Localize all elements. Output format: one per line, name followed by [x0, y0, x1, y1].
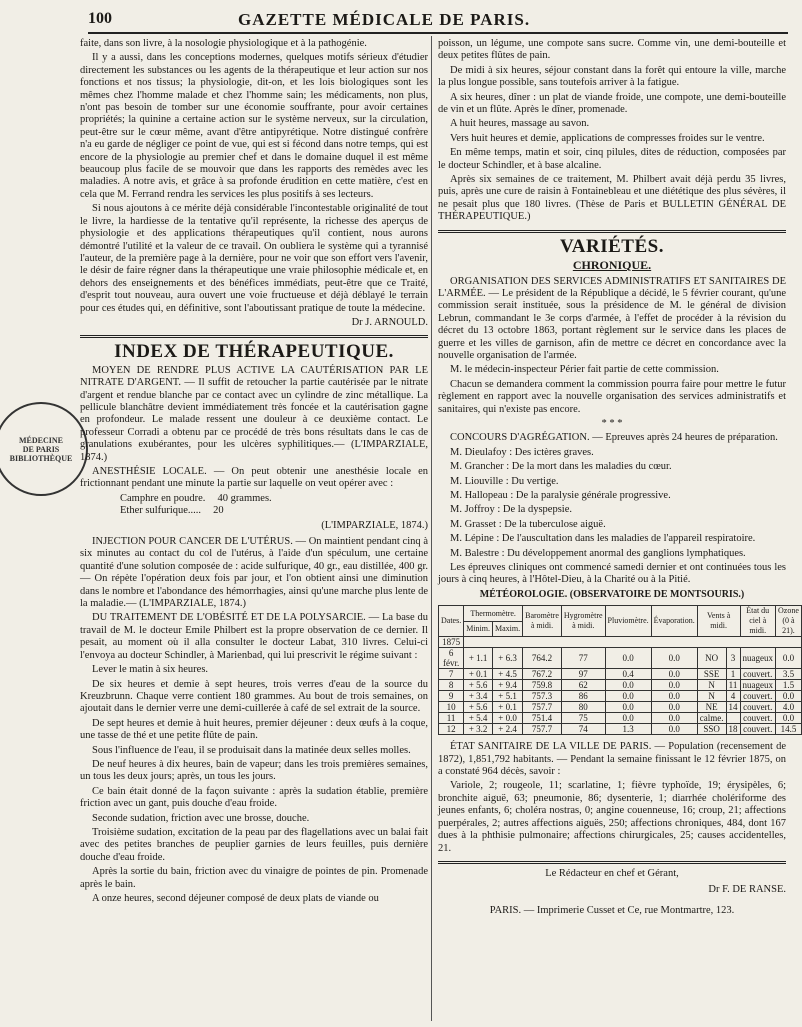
regime-step: De sept heures et demie à huit heures, premier déjeuner : deux œufs à la coque, une tasse de thé et une petite flûte de pain. [80, 717, 428, 742]
paragraph: En même temps, matin et soir, cinq pilules, dites de réduction, composées par le docteur Schindler, et à base alcaline. [438, 147, 786, 171]
table-cell: 75 [561, 713, 605, 724]
table-cell: + 5.4 [464, 713, 493, 724]
table-cell: 4.0 [776, 702, 802, 713]
paragraph: A huit heures, massage au savon. [450, 118, 590, 130]
paragraph: poisson, un légume, une compote sans sucre. Comme vin, une demi-bouteille et deux petites flûtes de pain. [438, 38, 786, 62]
col-header: Minim. [464, 621, 493, 637]
table-cell: 11 [439, 713, 464, 724]
table-cell: 0.0 [605, 680, 651, 691]
table-cell: SSO [697, 724, 726, 735]
col-header: Thermomètre. [464, 606, 523, 622]
paragraph: Si nous ajoutons à ce mérite déjà considérable l'incontestable originalité de tout le livre, la hardiesse de la tentative qu'il représente, la richesse des aperçus de physiologie et des applications thérapeutiques qu'il contient, nous aurons démontré l'utilité et la valeur de ce travail. On oubliera le système qui a tyrannisé l'auteur, de la première page à la dernière, pour ne voir que son effort vers l'avenir, le désir de faire régner dans la thérapeutique une vraie philosophie médicale et, en dehors des enseignements et des bénéfices immédiats, peut-être que ce Traité, d'esprit tout nouveau, aura ouvert une voie fructueuse et déjà déblayé le terrain pour ces études qui, en définitive, sont l'aboutissant pratique de toute la médecine. [80, 203, 428, 314]
candidate-item: M. Dieulafoy : Des ictères graves. [450, 446, 594, 458]
table-row [439, 691, 802, 702]
table-cell: 62 [561, 680, 605, 691]
table-cell: + 5.6 [464, 702, 493, 713]
table-cell: 0.0 [776, 648, 802, 669]
regime-step: Ce bain était donné de la façon suivante : après la sudation établie, première friction avec un gant, puis douche d'eau froide. [80, 785, 428, 810]
library-stamp: MÉDECINE DE PARIS BIBLIOTHÈQUE [0, 402, 88, 496]
table-cell: N [697, 691, 726, 702]
formula-ingredient: Camphre en poudre. [120, 492, 206, 504]
table-cell: 751.4 [523, 713, 562, 724]
table-cell: 10 [439, 702, 464, 713]
col-header: État du ciel à midi. [740, 606, 776, 637]
index-title: INDEX DE THÉRAPEUTIQUE. [114, 341, 394, 363]
table-cell: calme. [697, 713, 726, 724]
paragraph: A six heures, dîner : un plat de viande froide, une compote, une demi-bouteille de vin et un flûte. Après le dîner, promenade. [438, 91, 786, 116]
table-cell: + 0.1 [493, 702, 523, 713]
col-header: Baromètre à midi. [523, 606, 562, 637]
section-rule [438, 230, 786, 233]
col-header: Pluviomètre. [605, 606, 651, 637]
formula-quantity: 40 grammes. [217, 492, 272, 504]
table-row [439, 724, 802, 735]
article-injection: INJECTION POUR CANCER DE L'UTÉRUS. — On maintient pendant cinq à six minutes au contact du col de l'utérus, à l'aide d'un spéculum, une certaine quantité d'une solution composée de : acide sulfurique, 40 gr., eau distillée, 400 gr. — On répète l'opération deux fois par jour, et l'on obtient ainsi une diminution dans le nombre et l'abondance des hémorrhagies, ainsi qu'une marche plus lente de la maladie.— (L'IMPARZIALE, 1874.) [80, 536, 428, 610]
table-cell: NE [697, 702, 726, 713]
table-cell: 0.0 [605, 713, 651, 724]
table-cell: + 4.5 [493, 669, 523, 680]
chronique-title: CHRONIQUE. [572, 258, 652, 273]
table-cell: 1 [726, 669, 740, 680]
col-header: Vents à midi. [697, 606, 740, 637]
table-cell: 0.0 [651, 713, 697, 724]
section-rule [438, 861, 786, 864]
table-cell: 12 [439, 724, 464, 735]
article-organisation: ORGANISATION DES SERVICES ADMINISTRATIFS ET SANITAIRES DE L'ARMÉE. — Le président de la République a décidé, le 5 février courant, qu'une commission serait instituée, sous la présidence de M. le général de division Lebrun, commandant le 3e corps d'armée, à l'effet de procéder à la révision du décret du 13 octobre 1863, portant règlement sur le service dans les places de guerre et les villes de garnison, afin de mettre ce décret en concordance avec la nouvelle organisation de l'armée. [438, 275, 786, 361]
table-cell: 11 [726, 680, 740, 691]
table-cell: 0.0 [605, 648, 651, 669]
col-header: Dates. [439, 606, 464, 637]
table-cell: 0.0 [605, 691, 651, 702]
column-divider [431, 36, 432, 1021]
table-cell: nuageux [740, 680, 776, 691]
left-column [80, 38, 428, 1018]
paragraph: Après six semaines de ce traitement, M. Philbert avait déjà perdu 35 livres, puis, après une cure de raisin à Fontainebleau et une diététique des plus sévères, il ne pesait plus que 180 livres. (Thèse de Paris et BULLETIN GÉNÉRAL DE THÉRAPEUTIQUE.) [438, 174, 786, 223]
article-cauterisation: MOYEN DE RENDRE PLUS ACTIVE LA CAUTÉRISATION PAR LE NITRATE D'ARGENT. — Il suffit de retoucher la partie cautérisée par le nitrate d'argent et rendue blanche par ce contact avec un cylindre de zinc métallique. La pellicule blanchâtre devient immédiatement très foncée et la cautérisation gagne en profondeur. Le malade ressent une douleur à ce deuxième contact. Le professeur Corradi a obtenu par ce procédé de très bons résultats dans le cas de granulations exubérantes, pour les ulcères syphilitiques.— (L'IMPARZIALE, 1874.) [80, 364, 428, 463]
varietes-title: VARIÉTÉS. [560, 235, 664, 257]
table-cell: 0.4 [605, 669, 651, 680]
table-cell: 1.5 [776, 680, 802, 691]
paragraph: Il y a aussi, dans les conceptions modernes, quelques motifs sérieux d'étudier directement les substances ou les agents de la thérapeutique et leur action sur nos fonctions et nos tissus; la physiologie, dit-on, et les lois biologiques sont les mêmes chez l'homme malade et chez l'homme sain; les médicaments, non plus, n'ont pas besoin de tomber sur une économie souffrante, pour avoir certaines propriétés; la quinine a certaine action sur le système nerveux, sur la circulation, peut-être sur le cœur même, avant d'être antipyrétique. Notre distingué confrère n'a eu garde de négliger ce point de vue, qui est si fécond dans notre temps, qui est encore de la physiologie au premier chef et dans le domaine duquel il est même beaucoup plus facile de se mouvoir que dans les rapports des remèdes avec les maladies. A notre avis, et grâce à sa profonde érudition en cette matière, c'est en cela que M. Ferrand rendra les services les plus positifs à ses lecteurs. [80, 52, 428, 200]
regime-step: Troisième sudation, excitation de la peau par des flagellations avec un balai fait avec des petites branches de peuplier garnies de leurs feuilles, puis dernière douche d'eau froide. [80, 826, 428, 863]
table-cell: 86 [561, 691, 605, 702]
table-cell: + 5.1 [493, 691, 523, 702]
table-cell: couvert. [740, 713, 776, 724]
table-cell: 4 [726, 691, 740, 702]
table-cell: 3 [726, 648, 740, 669]
formula-ingredient: Ether sulfurique..... [120, 505, 202, 517]
author-signature: Dr J. ARNOULD. [351, 316, 428, 328]
table-cell [726, 713, 740, 724]
table-cell: 3.5 [776, 669, 802, 680]
table-cell: nuageux [740, 648, 776, 669]
table-cell: 0.0 [651, 669, 697, 680]
table-cell: 97 [561, 669, 605, 680]
section-stars: * * * [601, 417, 623, 429]
imprint: PARIS. — Imprimerie Cusset et Ce, rue Montmartre, 123. [489, 904, 735, 916]
regime-step: Seconde sudation, friction avec une brosse, douche. [92, 812, 310, 824]
table-cell: N [697, 680, 726, 691]
regime-step: Sous l'influence de l'eau, il se produisait dans la matinée deux selles molles. [92, 744, 411, 756]
table-cell: 77 [561, 648, 605, 669]
paragraph: Vers huit heures et demie, applications de compresses froides sur le ventre. [450, 132, 765, 144]
table-cell: 80 [561, 702, 605, 713]
table-cell: 6 févr. [439, 648, 464, 669]
table-row [439, 680, 802, 691]
table-cell: couvert. [740, 669, 776, 680]
paragraph: Les épreuves cliniques ont commencé samedi dernier et ont continuées tous les jours à cinq heures, à l'Hôtel-Dieu, à la Charité ou à la Pitié. [438, 562, 786, 586]
table-cell: 757.7 [523, 724, 562, 735]
redacteur-line: Le Rédacteur en chef et Gérant, [545, 867, 679, 879]
article-obesite: DU TRAITEMENT DE L'OBÉSITÉ ET DE LA POLYSARCIE. — La base du travail de M. le docteur Emile Philbert est la propre observation de ce dernier. Il pesait, au moment où il alla consulter le docteur Labat, 310 livres. Celui-ci l'envoya au docteur Schindler, à Marienbad, qui lui prescrivit le régime suivant : [80, 612, 428, 661]
regime-step: A onze heures, second déjeuner composé de deux plats de viande ou [92, 893, 379, 904]
table-cell: 0.0 [651, 680, 697, 691]
col-header: Maxim. [493, 621, 523, 637]
candidate-item: M. Liouville : Du vertige. [450, 475, 559, 487]
paragraph: Chacun se demandera comment la commission pourra faire pour mettre le futur règlement en rapport avec la nouvelle organisation des services administratifs et sanitaires, qui n'existe pas encore. [438, 378, 786, 415]
table-row [439, 702, 802, 713]
table-cell: 0.0 [605, 702, 651, 713]
table-cell: 0.0 [651, 691, 697, 702]
table-cell: 759.8 [523, 680, 562, 691]
table-cell: + 0.0 [493, 713, 523, 724]
paragraph: faite, dans son livre, à la nosologie physiologique et à la pathogénie. [80, 38, 367, 49]
table-cell: 9 [439, 691, 464, 702]
candidate-item: M. Joffroy : De la dyspepsie. [450, 504, 572, 516]
table-cell: 0.0 [776, 691, 802, 702]
formula [80, 493, 428, 518]
table-cell: + 3.4 [464, 691, 493, 702]
paragraph: Variole, 2; rougeole, 11; scarlatine, 1; fièvre typhoïde, 19; érysipèles, 6; bronchite aiguë, 63; pneumonie, 86; dysenterie, 1; diarrhée cholériforme des jeunes enfants, 6; choléra nostras, 0; angine couenneuse, 16; croup, 21; affections puerpérales, 2; autres affections aiguës, 250; affections chroniques, 484, dont 167 dues à la phthisie pulmonaire; affections chirurgicales, 25; causes accidentelles, 21. [438, 780, 786, 854]
regime-step: Après la sortie du bain, friction avec du vinaigre de pointes de pin. Promenade après le bain. [80, 866, 428, 890]
table-cell: SSE [697, 669, 726, 680]
running-title: GAZETTE MÉDICALE DE PARIS. [238, 10, 531, 29]
table-cell: 0.0 [651, 648, 697, 669]
table-cell: 764.2 [523, 648, 562, 669]
table-cell: + 9.4 [493, 680, 523, 691]
table-cell: NO [697, 648, 726, 669]
col-header: Évaporation. [651, 606, 697, 637]
table-cell: + 1.1 [464, 648, 493, 669]
table-cell: + 2.4 [493, 724, 523, 735]
table-cell: 0.0 [651, 724, 697, 735]
article-etat-sanitaire: ÉTAT SANITAIRE DE LA VILLE DE PARIS. — Population (recensement de 1872), 1,851,792 habitants. — Pendant la semaine finissant le 12 février 1875, on a constaté 964 décès, savoir : [438, 741, 786, 778]
table-cell: 74 [561, 724, 605, 735]
table-cell: 7 [439, 669, 464, 680]
table-cell: 757.3 [523, 691, 562, 702]
year-cell: 1875 [439, 637, 464, 648]
table-row [439, 713, 802, 724]
section-rule [80, 335, 428, 338]
table-cell: couvert. [740, 724, 776, 735]
candidate-item: M. Grancher : De la mort dans les maladies du cœur. [450, 461, 672, 473]
table-cell: 8 [439, 680, 464, 691]
table-cell: 0.0 [776, 713, 802, 724]
paragraph: De midi à six heures, séjour constant dans la forêt qui entoure la ville, marche la plus longue possible, sans toutefois arriver à la fatigue. [438, 64, 786, 89]
table-cell: 1.3 [605, 724, 651, 735]
table-cell: 18 [726, 724, 740, 735]
table-cell: 767.2 [523, 669, 562, 680]
table-cell: + 6.3 [493, 648, 523, 669]
meteo-table [438, 605, 802, 735]
right-column [438, 38, 799, 1018]
table-cell: 14.5 [776, 724, 802, 735]
table-cell: 14 [726, 702, 740, 713]
table-cell: 757.7 [523, 702, 562, 713]
table-cell: 0.0 [651, 702, 697, 713]
meteo-title: MÉTÉOROLOGIE. (OBSERVATOIRE DE MONTSOURIS.) [479, 588, 745, 600]
table-cell: + 5.6 [464, 680, 493, 691]
table-cell: couvert. [740, 691, 776, 702]
article-concours: CONCOURS D'AGRÉGATION. — Epreuves après 24 heures de préparation. [450, 432, 778, 444]
col-header: Ozone (0 à 21). [776, 606, 802, 637]
page-number: 100 [88, 10, 112, 27]
regime-step: De neuf heures à dix heures, bain de vapeur; dans les trois premières semaines, un tous les deux jours; après, un tous les jours. [80, 758, 428, 783]
table-cell: couvert. [740, 702, 776, 713]
regime-step: Lever le matin à six heures. [92, 664, 209, 676]
candidate-item: M. Balestre : Du développement anormal des ganglions lymphatiques. [450, 547, 746, 559]
article-anesthesie: ANESTHÉSIE LOCALE. — On peut obtenir une anesthésie locale en frictionnant pendant une minute la partie sur laquelle on veut opérer avec : [80, 466, 428, 490]
table-cell: + 0.1 [464, 669, 493, 680]
source-citation: (L'IMPARZIALE, 1874.) [321, 519, 428, 531]
candidate-item: M. Lépine : De l'auscultation dans les maladies de l'appareil respiratoire. [450, 533, 756, 545]
running-header [88, 6, 788, 34]
col-header: Hygromètre à midi. [561, 606, 605, 637]
table-row [439, 669, 802, 680]
table-cell: + 3.2 [464, 724, 493, 735]
candidate-item: M. Grasset : De la tuberculose aiguë. [450, 518, 606, 530]
regime-step: De six heures et demie à sept heures, trois verres d'eau de la source du Kreuzbrunn. Chaque verre contient 180 grammes. Au bout de trois semaines, on ajoutait dans le dernier verre une demi-cuillerée à café de sel extrait de la source. [80, 678, 428, 715]
paragraph: M. le médecin-inspecteur Périer fait partie de cette commission. [450, 364, 719, 376]
redacteur-name: Dr F. DE RANSE. [708, 884, 786, 896]
table-row [439, 648, 802, 669]
candidate-item: M. Hallopeau : De la paralysie générale progressive. [450, 490, 671, 501]
formula-quantity: 20 [213, 505, 224, 517]
